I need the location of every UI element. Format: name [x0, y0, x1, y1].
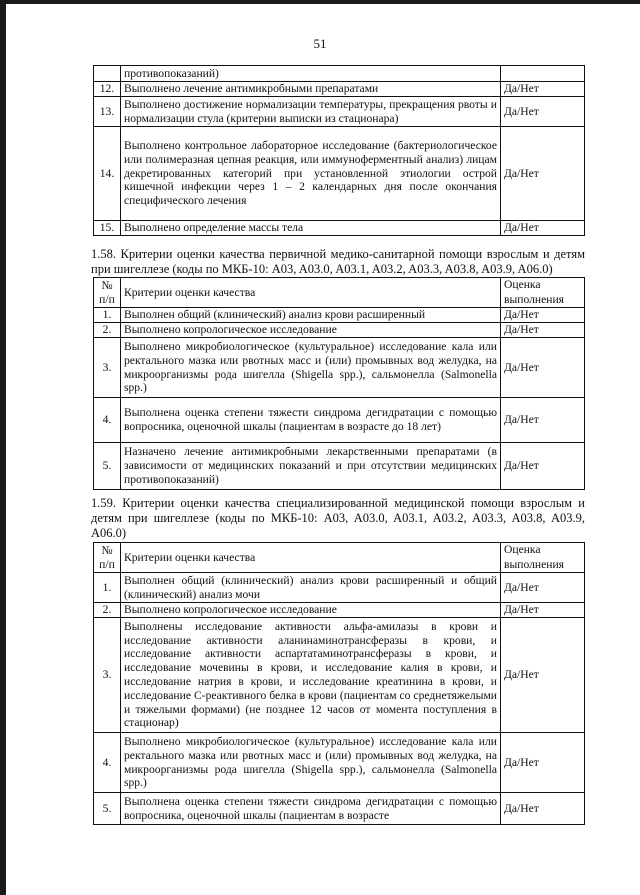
row-number: 12. — [94, 82, 121, 97]
table-row — [94, 66, 585, 82]
table-row — [94, 618, 585, 733]
assessment-value: Да/Нет — [501, 97, 585, 127]
row-number — [94, 66, 121, 82]
table-row — [94, 308, 585, 323]
assessment-value: Да/Нет — [501, 733, 585, 793]
criterion-text: Выполнена оценка степени тяжести синдрома дегидратации с помощью вопросника, оценочной шкалы (пациентам в возрасте до 18 лет) — [121, 398, 501, 443]
scan-border-left — [0, 0, 6, 895]
criteria-table-continued — [93, 65, 585, 236]
row-number: 2. — [94, 603, 121, 618]
table-row — [94, 97, 585, 127]
header-number: № п/п — [94, 278, 121, 308]
row-number: 4. — [94, 733, 121, 793]
row-number: 5. — [94, 793, 121, 825]
section-heading-1-58: 1.58. Критерии оценки качества первичной медико-санитарной помощи взрослым и детям при шигеллезе (коды по МКБ-10: A03, A03.0, A03.1, A03.2, A03.3, A03.8, A03.9, A06.0) — [91, 247, 585, 276]
assessment-value: Да/Нет — [501, 398, 585, 443]
row-number: 3. — [94, 618, 121, 733]
table-row — [94, 82, 585, 97]
assessment-value — [501, 66, 585, 82]
criterion-text: Выполнено копрологическое исследование — [121, 323, 501, 338]
table-row — [94, 793, 585, 825]
row-number: 1. — [94, 573, 121, 603]
row-number: 4. — [94, 398, 121, 443]
section-heading-1-59: 1.59. Критерии оценки качества специализированной медицинской помощи взрослым и детям при шигеллезе (коды по МКБ-10: A03, A03.0, A03.1, A03.2, A03.3, A03.8, A03.9, A06.0) — [91, 496, 585, 540]
row-number: 1. — [94, 308, 121, 323]
criteria-table-1-59 — [93, 542, 585, 825]
header-assessment: Оценка выполнения — [501, 543, 585, 573]
criterion-text: Выполнен общий (клинический) анализ крови расширенный и общий (клинический) анализ мочи — [121, 573, 501, 603]
page-number: 51 — [313, 36, 327, 51]
row-number: 3. — [94, 338, 121, 398]
criterion-text: противопоказаний) — [121, 66, 501, 82]
criterion-text: Выполнено определение массы тела — [121, 221, 501, 236]
table-row — [94, 221, 585, 236]
table-row — [94, 323, 585, 338]
criterion-text: Выполнен общий (клинический) анализ крови расширенный — [121, 308, 501, 323]
table-row — [94, 127, 585, 221]
criteria-table-1-58 — [93, 277, 585, 490]
header-assessment: Оценка выполнения — [501, 278, 585, 308]
criterion-text: Назначено лечение антимикробными лекарственными препаратами (в зависимости от медицинских показаний и при отсутствии медицинских противопоказаний) — [121, 443, 501, 490]
table-header-row — [94, 543, 585, 573]
table-row — [94, 573, 585, 603]
row-number: 15. — [94, 221, 121, 236]
assessment-value: Да/Нет — [501, 573, 585, 603]
assessment-value: Да/Нет — [501, 618, 585, 733]
criterion-text: Выполнены исследование активности альфа-амилазы в крови и исследование активности аланинаминотрансферазы в крови, и исследование активности аспартатаминотрансферазы в крови, и исследование мочевины в крови, и исследование калия в крови, и исследование натрия в крови, и исследование креатинина в крови, и исследование C-реактивного белка в крови (пациентам со среднетяжелыми и тяжелыми формами) (не позднее 12 часов от момента поступления в стационар) — [121, 618, 501, 733]
table-row — [94, 733, 585, 793]
table-row — [94, 338, 585, 398]
row-number: 2. — [94, 323, 121, 338]
criterion-text: Выполнено микробиологическое (культуральное) исследование кала или ректального мазка или рвотных масс и (или) промывных вод желудка, на микроорганизмы рода шигелла (Shigella spp.), сальмонелла (Salmonella spp.) — [121, 733, 501, 793]
assessment-value: Да/Нет — [501, 221, 585, 236]
header-criteria: Критерии оценки качества — [121, 543, 501, 573]
row-number: 5. — [94, 443, 121, 490]
assessment-value: Да/Нет — [501, 603, 585, 618]
criterion-text: Выполнено копрологическое исследование — [121, 603, 501, 618]
assessment-value: Да/Нет — [501, 82, 585, 97]
table-row — [94, 398, 585, 443]
criterion-text: Выполнена оценка степени тяжести синдрома дегидратации с помощью вопросника, оценочной шкалы (пациентам в возрасте — [121, 793, 501, 825]
criterion-text: Выполнено достижение нормализации температуры, прекращения рвоты и нормализации стула (критерии выписки из стационара) — [121, 97, 501, 127]
assessment-value: Да/Нет — [501, 338, 585, 398]
table-row — [94, 443, 585, 490]
assessment-value: Да/Нет — [501, 308, 585, 323]
row-number: 13. — [94, 97, 121, 127]
table-row — [94, 603, 585, 618]
scan-border-top — [0, 0, 640, 4]
header-criteria: Критерии оценки качества — [121, 278, 501, 308]
assessment-value: Да/Нет — [501, 443, 585, 490]
assessment-value: Да/Нет — [501, 127, 585, 221]
header-number: № п/п — [94, 543, 121, 573]
assessment-value: Да/Нет — [501, 323, 585, 338]
table-header-row — [94, 278, 585, 308]
criterion-text: Выполнено лечение антимикробными препаратами — [121, 82, 501, 97]
assessment-value: Да/Нет — [501, 793, 585, 825]
criterion-text: Выполнено микробиологическое (культуральное) исследование кала или ректального мазка или рвотных масс и (или) промывных вод желудка, на микроорганизмы рода шигелла (Shigella spp.), сальмонелла (Salmonella spp.) — [121, 338, 501, 398]
row-number: 14. — [94, 127, 121, 221]
criterion-text: Выполнено контрольное лабораторное исследование (бактериологическое или полимеразная цепная реакция, или иммуноферментный анализ) лицам декретированных категорий при установленной этиологии острой кишечной инфекции через 1 – 2 календарных дня после окончания специфического лечения — [121, 127, 501, 221]
